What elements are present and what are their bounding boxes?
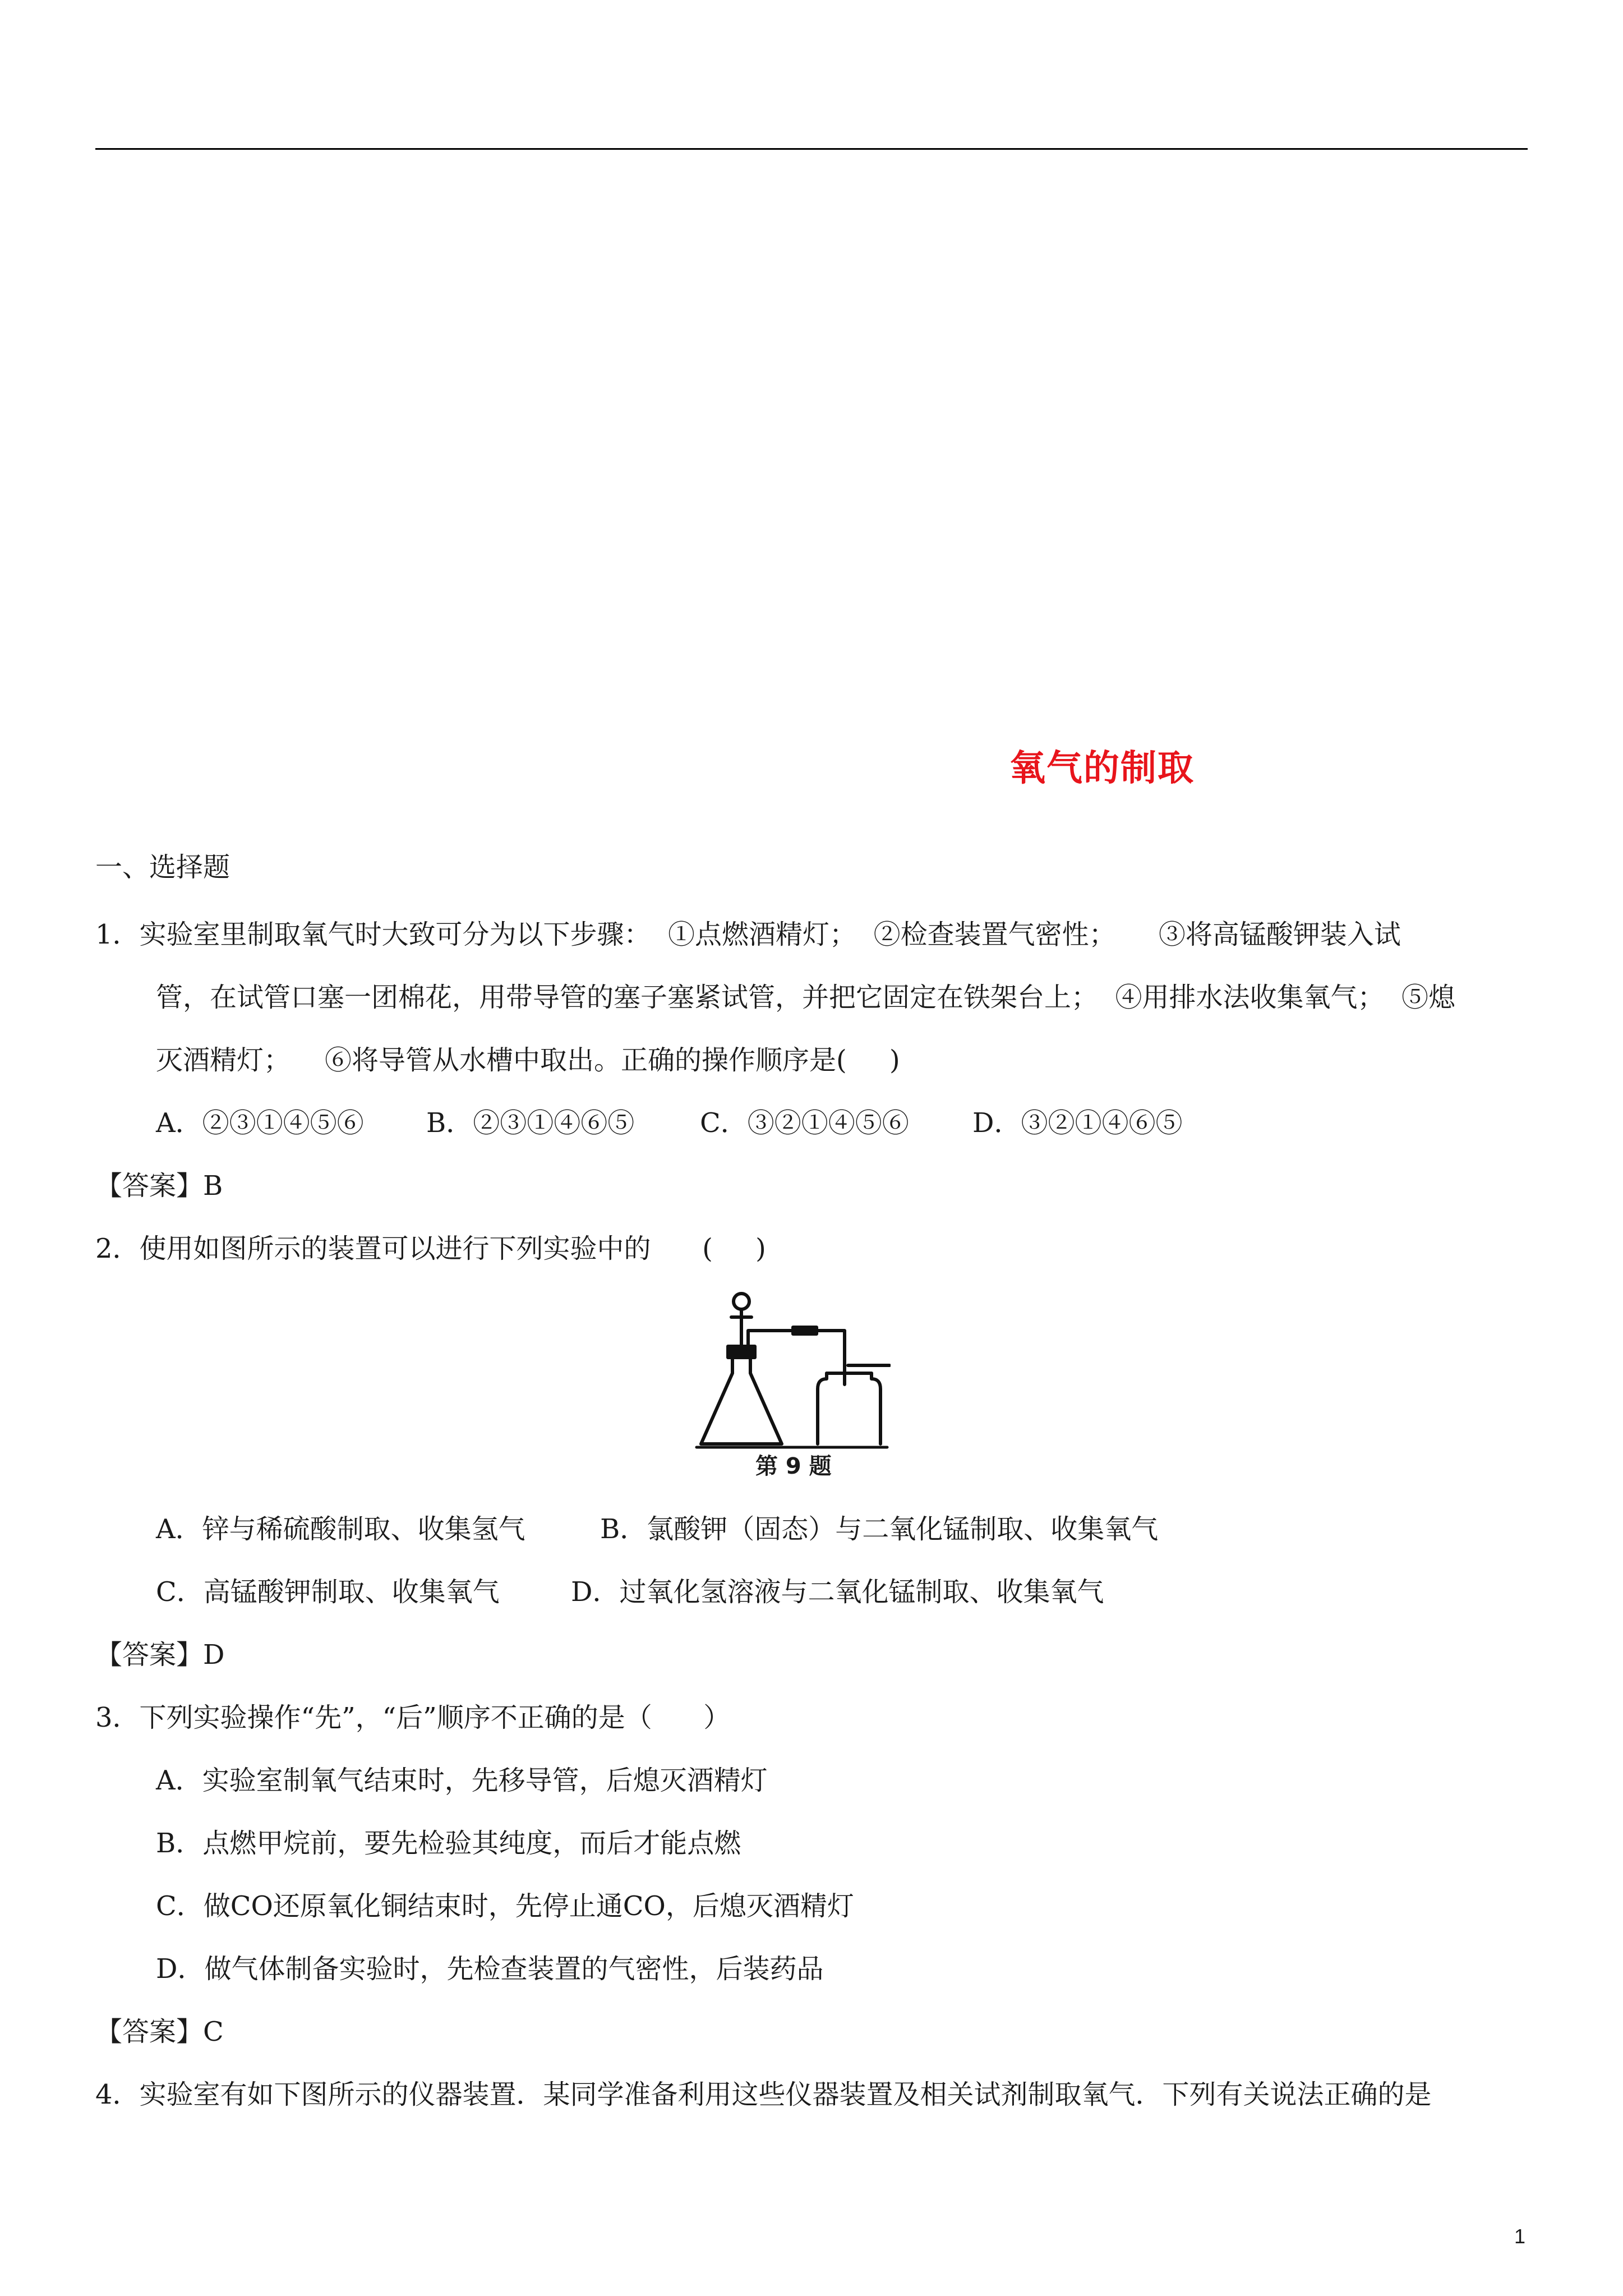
- q3-option-a: A．实验室制氧气结束时，先移导管，后熄灭酒精灯: [156, 1765, 768, 1796]
- q3-answer: 【答案】C: [95, 2016, 224, 2047]
- gas-jar: [818, 1373, 880, 1444]
- q1-answer: 【答案】B: [95, 1170, 223, 1202]
- q2-option-c: C．高锰酸钾制取、收集氧气: [156, 1576, 500, 1608]
- q1-option-a: A．②③①④⑤⑥: [156, 1107, 364, 1139]
- header-rule: [95, 148, 1528, 150]
- q2-option-a: A．锌与稀硫酸制取、收集氢气: [156, 1513, 525, 1545]
- q1-option-c: C．③②①④⑤⑥: [700, 1107, 909, 1139]
- q1-stem-line-1: 1．实验室里制取氧气时大致可分为以下步骤： ①点燃酒精灯； ②检查装置气密性； ③将高锰酸钾装入试: [95, 919, 1401, 950]
- q2-answer: 【答案】D: [95, 1639, 225, 1671]
- figure-caption: 第 9 题: [755, 1453, 832, 1479]
- q2-option-b: B．氯酸钾（固态）与二氧化锰制取、收集氧气: [600, 1513, 1159, 1545]
- page-number: 1: [1514, 2225, 1526, 2248]
- section-heading: 一、选择题: [95, 852, 230, 883]
- q2-option-d: D．过氧化氢溶液与二氧化锰制取、收集氧气: [571, 1576, 1104, 1608]
- q1-stem-line-3: 灭酒精灯； ⑥将导管从水槽中取出。正确的操作顺序是( ): [156, 1045, 900, 1076]
- q3-option-c: C．做CO还原氧化铜结束时，先停止通CO，后熄灭酒精灯: [156, 1890, 854, 1922]
- conical-flask: [701, 1358, 782, 1444]
- q1-option-d: D．③②①④⑥⑤: [972, 1107, 1183, 1139]
- page-title: 氧气的制取: [1009, 748, 1195, 789]
- q4-stem-line-1: 4．实验室有如下图所示的仪器装置．某同学准备利用这些仪器装置及相关试剂制取氧气．下列有关说法正确的是: [95, 2079, 1432, 2110]
- q2-stem-line-1: 2．使用如图所示的装置可以进行下列实验中的 ( ): [95, 1233, 766, 1264]
- q3-option-b: B．点燃甲烷前，要先检验其纯度，而后才能点燃: [156, 1828, 741, 1859]
- q1-option-b: B．②③①④⑥⑤: [426, 1107, 635, 1139]
- funnel-bulb: [734, 1294, 749, 1309]
- q3-stem-line-1: 3．下列实验操作“先”，“后”顺序不正确的是（ ）: [95, 1702, 731, 1733]
- q1-stem-line-2: 管，在试管口塞一团棉花，用带导管的塞子塞紧试管，并把它固定在铁架台上； ④用排水法收集氧气； ⑤熄: [156, 982, 1456, 1013]
- q3-option-d: D．做气体制备实验时，先检查装置的气密性，后装药品: [156, 1953, 824, 1985]
